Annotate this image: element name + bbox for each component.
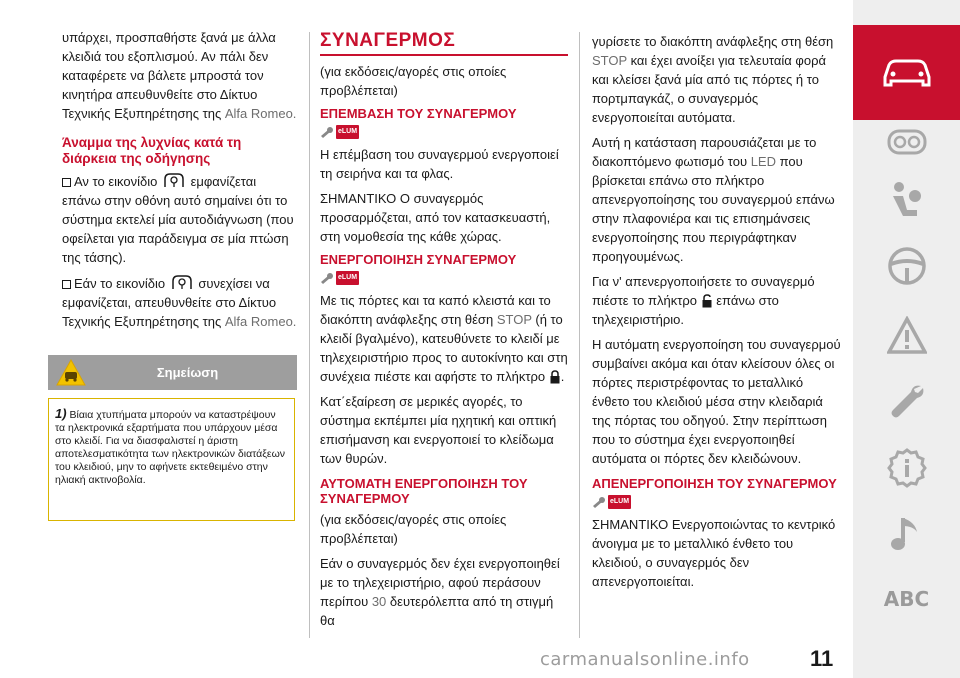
elum-badge: [320, 271, 568, 285]
paragraph: Εάν ο συναγερμός δεν έχει ενεργοποιηθεί με το τηλεχειριστήριο, αφού περάσουν περίπου 30 δευτερόλεπτα από τη στιγμή θα: [320, 556, 560, 628]
paragraph: Για ν' απενεργοποιήσετε το συναγερμό πιέστε το πλήκτρο επάνω στο τηλεχειριστήριο.: [592, 274, 815, 327]
note-text: 1) Βίαια χτυπήματα μπορούν να καταστρέψουν τα ηλεκτρονικά εξαρτήματα που υπάρχουν μέσα στο κλειδί. Για να διασφαλιστεί η άριστη αποτελεσματικότητα των ηλεκτρονικών διατάξεων του κλειδιού, μην το αφήνετε εκτεθειμένο στην ηλιακή ακτινοβολία.: [55, 406, 286, 486]
paragraph: Η αυτόματη ενεργοποίηση του συναγερμού συμβαίνει ακόμα και όταν κλείσουν όλες οι πόρτες περιστρέφοντας το μεταλλικό ένθετο του κλειδιού μέσα στην κλειδαριά της πόρτας του οδηγού. Στην περίπτωση που το σύστημα έχει ενεργοποιηθεί αυτόματα οι πόρτες δεν κλειδώνουν.: [592, 337, 841, 466]
subtitle: (για εκδόσεις/αγορές στις οποίες προβλέπεται): [320, 512, 507, 546]
elum-badge: [592, 495, 842, 509]
checkbox-bullet-icon: [62, 280, 71, 289]
safety-airbag-icon[interactable]: [887, 180, 927, 220]
note-title: Σημείωση: [156, 365, 219, 380]
elum-badge: [320, 125, 568, 139]
column-right: [592, 32, 842, 678]
note-number: 1): [55, 406, 67, 421]
steering-wheel-icon[interactable]: [887, 246, 927, 286]
column-divider: [309, 32, 310, 638]
paragraph: Αυτή η κατάσταση παρουσιάζεται με το διακοπτόμενο φωτισμό του LED που βρίσκεται επάνω στο πλήκτρο απενεργοποίησης του συναγερμού επάνω στην πλαφονιέρα και τις επισημάνσεις ενεργοποίησης που περιγράφτηκαν προηγουμένως.: [592, 135, 835, 264]
unlock-icon: [701, 294, 713, 308]
key-icon: [320, 126, 334, 138]
elum-label: eLUM: [336, 125, 359, 139]
warning-triangle-icon[interactable]: [887, 316, 927, 356]
immobilizer-warning-icon: [161, 171, 187, 189]
wrench-icon[interactable]: [887, 382, 927, 422]
instrument-panel-icon[interactable]: [887, 122, 927, 162]
page-number: 11: [810, 646, 834, 671]
chapter-sidebar: [853, 0, 960, 678]
watermark: carmanualsonline.info: [540, 649, 750, 670]
key-icon: [592, 496, 606, 508]
section-heading: Άναμμα της λυχνίας κατά τη διάρκεια της οδήγησης: [62, 135, 242, 166]
paragraph: ΣΗΜΑΝΤΙΚΟ Ενεργοποιώντας το κεντρικό άνοιγμα με το μεταλλικό ένθετο του κλειδιού, ο συναγερμός δεν απενεργοποιείται.: [592, 517, 836, 589]
lock-icon: [549, 370, 561, 384]
section-heading: ΕΠΕΜΒΑΣΗ ΤΟΥ ΣΥΝΑΓΕΡΜΟΥ: [320, 106, 517, 121]
section-heading: ΕΝΕΡΓΟΠΟΙΗΣΗ ΣΥΝΑΓΕΡΜΟΥ: [320, 252, 517, 267]
section-heading: ΑΥΤΟΜΑΤΗ ΕΝΕΡΓΟΠΟΙΗΣΗ ΤΟΥ ΣΥΝΑΓΕΡΜΟΥ: [320, 476, 528, 506]
key-icon: [320, 272, 334, 284]
checkbox-bullet-icon: [62, 178, 71, 187]
paragraph: ΣΗΜΑΝΤΙΚΟ Ο συναγερμός προσαρμόζεται, από τον κατασκευαστή, στη νομοθεσία της κάθε χώρας.: [320, 191, 551, 244]
note-header: [48, 355, 297, 390]
paragraph: Κατ΄εξαίρεση σε μερικές αγορές, το σύστημα εκπέμπει μία ηχητική και οπτική επισήμανση και ενεργοποιεί το κλείδωμα των θυρών.: [320, 394, 557, 466]
music-note-icon[interactable]: [887, 514, 927, 554]
paragraph: γυρίσετε το διακόπτη ανάφλεξης στη θέση STOP και έχει ανοίξει για τελευταία φορά και κλείσει ξανά μία από τις πόρτες ή το πορτμπαγκάζ, ο συναγερμός ενεργοποιείται αυτόματα.: [592, 34, 834, 125]
paragraph: Με τις πόρτες και τα καπό κλειστά και το διακόπτη ανάφλεξης στη θέση STOP (ή το κλειδί βγαλμένο), κατευθύνετε το κλειδί με τηλεχειριστήριο προς το αυτοκίνητο και στη συνέχεια πιέστε και αφήστε το πλήκτρο .: [320, 293, 568, 384]
sidebar-item-index[interactable]: ABC: [883, 587, 930, 611]
brand-text: Alfa Romeo.: [224, 106, 297, 121]
column-middle: [320, 30, 568, 678]
elum-label: eLUM: [608, 495, 631, 509]
bullet-paragraph: Αν το εικονίδιο εμφανίζεται επάνω στην οθόνη αυτό σημαίνει ότι το σύστημα εκτελεί μία αυτοδιάγνωση (που οφείλεται για παράδειγμα σε μία πτώση της τάσης).: [62, 171, 298, 267]
immobilizer-warning-icon: [169, 273, 195, 291]
bullet-paragraph: Εάν το εικονίδιο συνεχίσει να εμφανίζεται, απευθυνθείτε στο Δίκτυο Τεχνικής Εξυπηρέτησης της Alfa Romeo.: [62, 273, 298, 331]
column-left: [62, 28, 298, 678]
brand-text: Alfa Romeo.: [224, 314, 297, 329]
section-heading: ΑΠΕΝΕΡΓΟΠΟΙΗΣΗ ΤΟΥ ΣΥΝΑΓΕΡΜΟΥ: [592, 476, 837, 491]
car-icon: [881, 55, 933, 89]
paragraph: Η επέμβαση του συναγερμού ενεργοποιεί τη σειρήνα και τα φλας.: [320, 147, 559, 181]
sidebar-item-vehicle[interactable]: [853, 25, 960, 120]
elum-label: eLUM: [336, 271, 359, 285]
note-box: [48, 398, 295, 521]
column-divider: [579, 32, 580, 638]
info-icon[interactable]: [887, 448, 927, 488]
subtitle: (για εκδόσεις/αγορές στις οποίες προβλέπεται): [320, 64, 507, 98]
paragraph: υπάρχει, προσπαθήστε ξανά με άλλα κλειδιά του εξοπλισμού. Αν πάλι δεν καταφέρετε να βάλετε μπροστά τον κινητήρα απευθυνθείτε στο Δίκτυο Τεχνικής Εξυπηρέτησης της Alfa Romeo.: [62, 30, 297, 121]
section-title: ΣΥΝΑΓΕΡΜΟΣ: [320, 30, 568, 56]
